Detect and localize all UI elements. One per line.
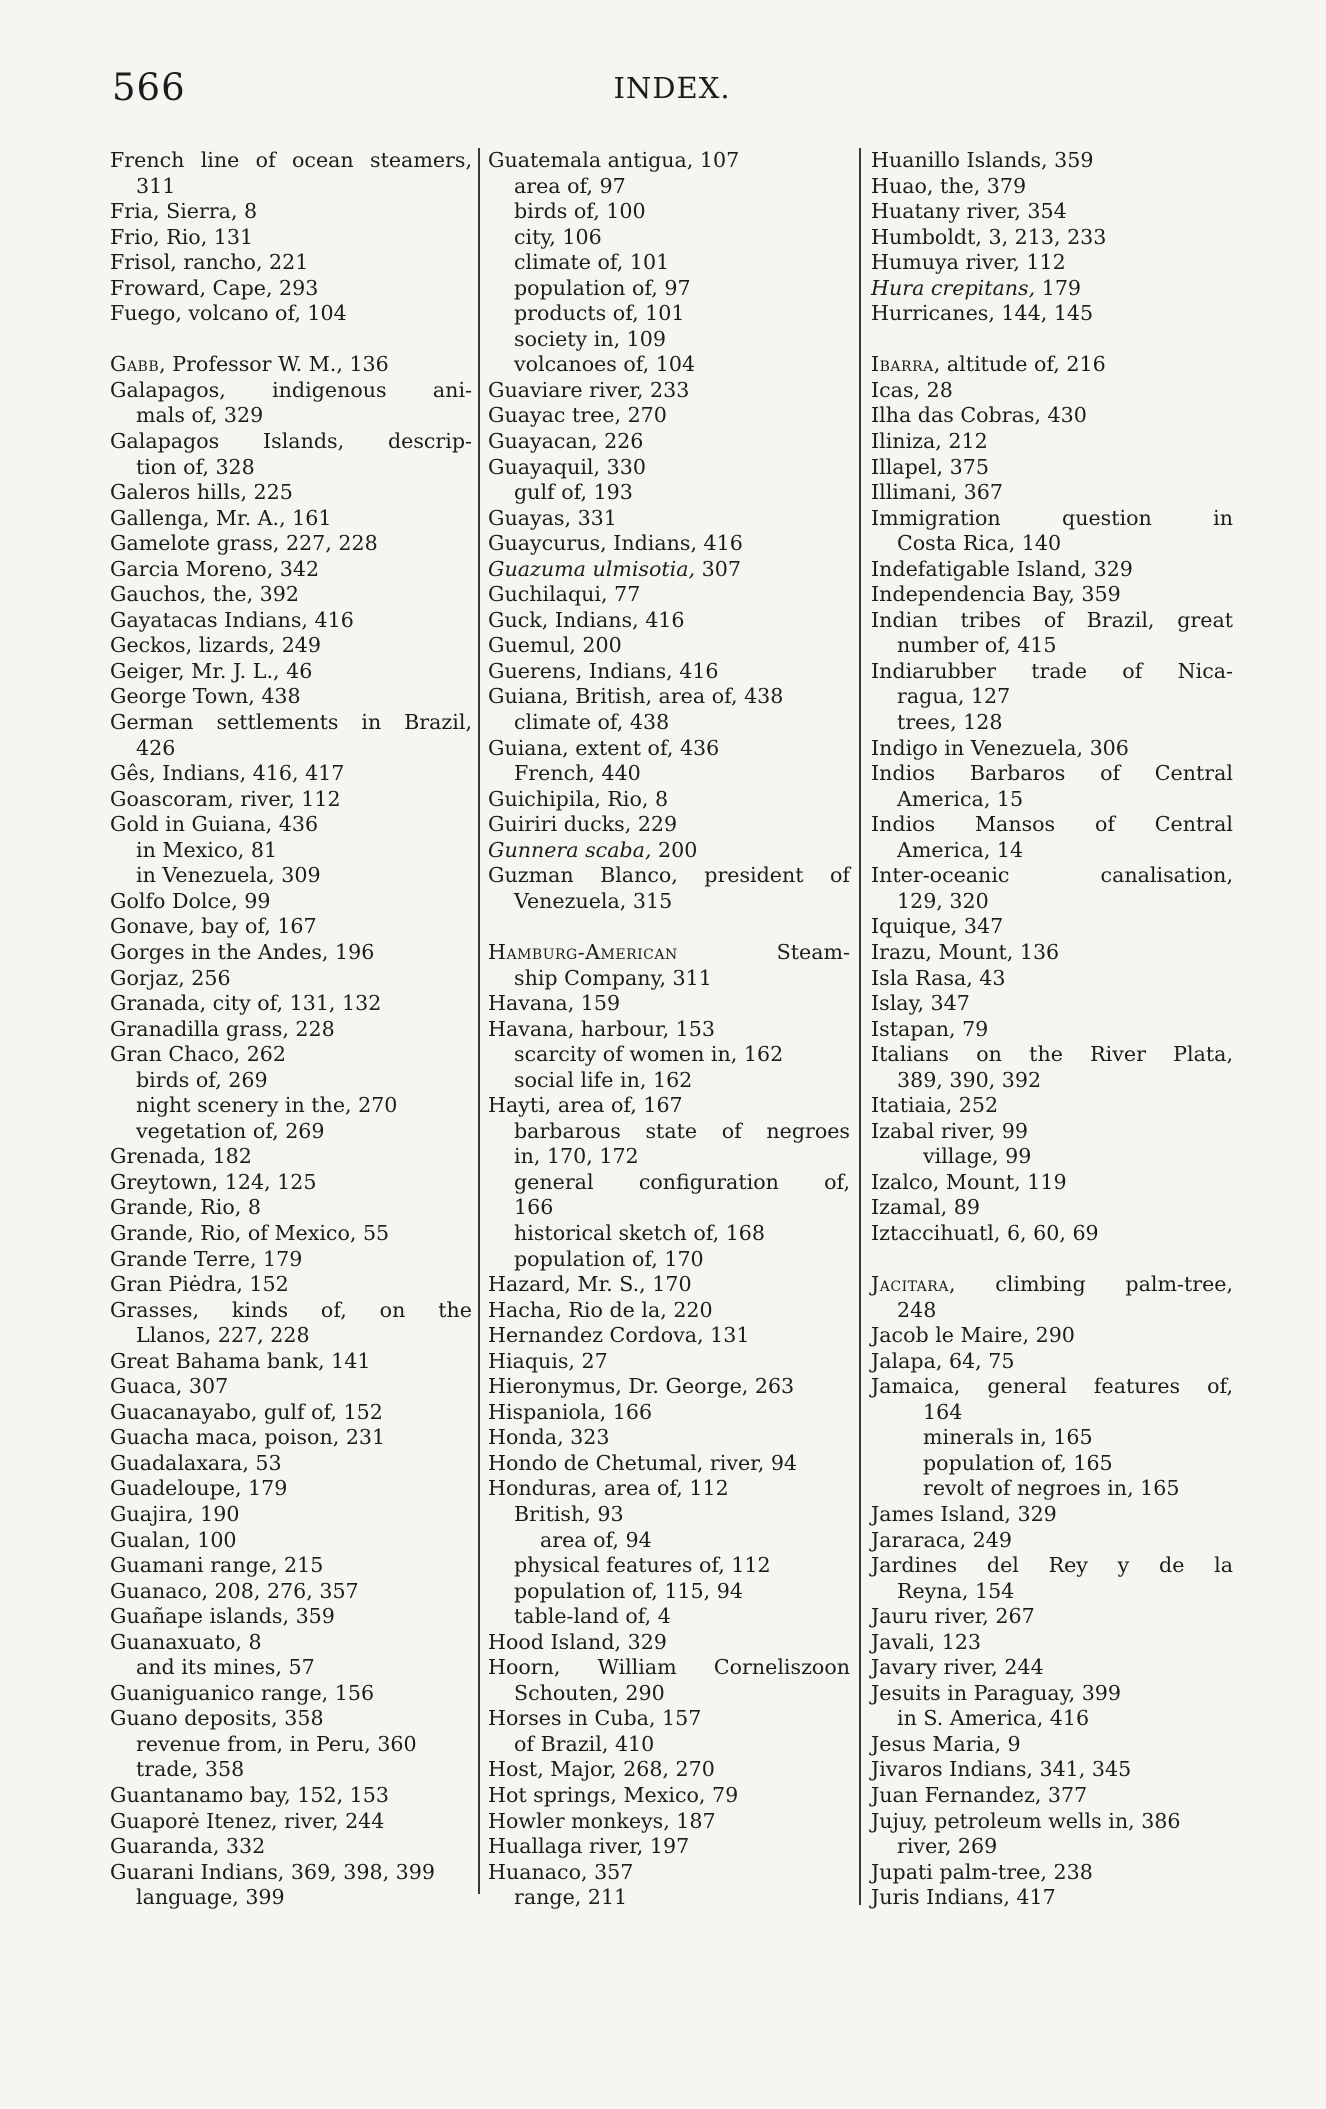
index-subentry: physical features of, 112 [514,1553,771,1578]
index-subentry: birds of, 269 [136,1067,268,1092]
index-entry: Juan Fernandez, 377 [871,1783,1088,1807]
index-entry: Jararaca, 249 [871,1527,1012,1552]
index-entry: Guaporė Itenez, river, 244 [110,1808,385,1833]
index-entry: Guazuma ulmisotia, 307 [488,556,741,581]
index-subentry: 248 [897,1297,937,1322]
index-entry: Geiger, Mr. J. L., 46 [110,658,313,683]
page-title: INDEX. [613,71,731,105]
index-entry: Fuego, volcano of, 104 [110,301,347,326]
index-entry: Granadilla grass, 228 [110,1016,335,1041]
index-entry: Guacha maca, poison, 231 [110,1425,386,1450]
index-entry: Isla Rasa, 43 [871,965,1006,990]
index-entry: Grande Terre, 179 [110,1246,303,1271]
index-subentry: society in, 109 [514,326,666,351]
entry-heading-smallcaps: Hamburg-American [488,939,678,964]
index-entry: Izamal, 89 [871,1195,980,1220]
index-subentry: population of, 165 [923,1450,1113,1475]
index-subentry: historical sketch of, 168 [514,1220,766,1245]
index-subentry: 389, 390, 392 [897,1067,1042,1092]
index-subentry: ragua, 127 [897,684,1011,709]
index-entry: Iliniza, 212 [871,429,988,454]
letter-group-spacer [488,914,850,940]
index-entry: Havana, 159 [488,991,621,1016]
index-entry: Guiana, extent of, 436 [488,735,720,760]
index-entry: Guemul, 200 [488,633,622,658]
index-entry: Guayaquil, 330 [488,454,646,479]
index-entry: Guayacan, 226 [488,429,644,454]
index-subentry: trees, 128 [897,710,1003,735]
index-entry: Huallaga river, 197 [488,1834,690,1859]
index-subentry: ship Company, 311 [514,965,712,990]
index-entry: Hispaniola, 166 [488,1399,653,1424]
index-entry: Indios Mansos of Central [871,812,1233,837]
index-subentry: population of, 170 [514,1246,704,1271]
index-subentry: climate of, 101 [514,250,670,275]
index-subentry: of Brazil, 410 [514,1731,655,1756]
index-entry: Irazu, Mount, 136 [871,939,1060,964]
index-subentry: village, 99 [923,1144,1032,1169]
entry-heading-italic: Hura crepitans, [871,275,1036,300]
index-subentry: language, 399 [136,1885,285,1910]
index-entry: Islay, 347 [871,991,970,1016]
index-column-1 [110,148,472,1911]
index-subentry: Llanos, 227, 228 [136,1323,310,1348]
index-entry: Guiana, British, area of, 438 [488,684,784,709]
index-entry: Jupati palm-tree, 238 [871,1859,1093,1884]
index-entry: Itatiaia, 252 [871,1093,999,1118]
index-entry: Icas, 28 [871,377,953,402]
index-entry: Great Bahama bank, 141 [110,1348,371,1373]
index-entry: Honduras, area of, 112 [488,1476,729,1501]
index-subentry: trade, 358 [136,1757,245,1782]
index-entry: Jacob le Maire, 290 [871,1323,1075,1348]
index-entry: Gauchos, the, 392 [110,582,299,607]
index-entry: Gran Piėdra, 152 [110,1272,289,1297]
letter-group-spacer [110,327,472,353]
index-entry: Hura crepitans, 179 [871,275,1082,300]
index-subentry: mals of, 329 [136,403,264,428]
index-subentry: in, 170, 172 [514,1144,639,1169]
index-entry: Guamani range, 215 [110,1553,324,1578]
index-entry: Huatany river, 354 [871,199,1067,224]
index-subentry: night scenery in the, 270 [136,1093,398,1118]
index-entry: Grasses, kinds of, on the [110,1297,472,1322]
index-entry: Guayac tree, 270 [488,403,667,428]
index-subentry: range, 211 [514,1885,628,1910]
index-subentry: minerals in, 165 [923,1425,1093,1450]
index-subentry: scarcity of women in, 162 [514,1042,784,1067]
index-entry: Gorges in the Andes, 196 [110,939,375,964]
index-subentry: in Mexico, 81 [136,837,278,862]
index-subentry: in Venezuela, 309 [136,863,321,888]
index-entry: Honda, 323 [488,1425,610,1450]
index-entry: Gunnera scaba, 200 [488,837,698,862]
index-entry: Jalapa, 64, 75 [871,1348,1015,1373]
index-entry: Hoorn, William Corneliszoon [488,1655,850,1680]
index-entry: Guerens, Indians, 416 [488,658,719,683]
index-entry: Guck, Indians, 416 [488,607,685,632]
index-entry: Izabal river, 99 [871,1118,1028,1143]
entry-heading-smallcaps: Ibarra [871,352,934,377]
index-entry: Guaviare river, 233 [488,377,690,402]
index-entry: Froward, Cape, 293 [110,275,319,300]
index-entry: Independencia Bay, 359 [871,582,1121,607]
index-subentry: general configuration of, [514,1169,850,1194]
index-entry: James Island, 329 [871,1501,1057,1526]
index-subentry: city, 106 [514,224,602,249]
index-entry: Frisol, rancho, 221 [110,250,309,275]
index-entry: Hondo de Chetumal, river, 94 [488,1450,798,1475]
index-entry: Jardines del Rey y de la [871,1553,1233,1578]
index-entry: Guchilaqui, 77 [488,582,641,607]
letter-group-spacer [871,1247,1233,1273]
index-entry: Goascoram, river, 112 [110,786,341,811]
index-entry: Hacha, Rio de la, 220 [488,1297,713,1322]
column-divider-2 [859,148,861,1905]
index-entry: Frio, Rio, 131 [110,224,254,249]
index-entry: Howler monkeys, 187 [488,1808,716,1833]
index-entry: Huao, the, 379 [871,173,1027,198]
index-entry: Galapagos Islands, descrip- [110,429,472,454]
index-subentry: and its mines, 57 [136,1655,315,1680]
index-entry: Havana, harbour, 153 [488,1016,715,1041]
index-subentry: Reyna, 154 [897,1578,1015,1603]
index-entry: Grande, Rio, 8 [110,1195,261,1220]
index-subentry: population of, 115, 94 [514,1578,743,1603]
index-entry: Jauru river, 267 [871,1604,1035,1629]
index-entry: Indiarubber trade of Nica- [871,658,1233,683]
index-entry: Hazard, Mr. S., 170 [488,1272,692,1297]
index-entry: Guadalaxara, 53 [110,1450,282,1475]
index-entry: Guaranda, 332 [110,1834,266,1859]
index-entry: Guayas, 331 [488,505,617,530]
index-entry: Javali, 123 [871,1629,982,1654]
index-entry: Guadeloupe, 179 [110,1476,288,1501]
index-entry: Gabb, Professor W. M., 136 [110,352,389,377]
index-entry: Ibarra, altitude of, 216 [871,352,1106,377]
letter-group-spacer [871,327,1233,353]
index-entry: Fria, Sierra, 8 [110,199,258,224]
index-entry: Host, Major, 268, 270 [488,1757,715,1782]
index-entry: Indefatigable Island, 329 [871,556,1133,581]
index-entry: Guatemala antigua, 107 [488,148,740,172]
entry-heading-smallcaps: Jacitara [871,1272,949,1297]
index-entry: Humboldt, 3, 213, 233 [871,224,1107,249]
index-subentry: vegetation of, 269 [136,1118,325,1143]
index-entry: Granada, city of, 131, 132 [110,991,382,1016]
index-entry: George Town, 438 [110,684,301,709]
index-entry: Illimani, 367 [871,480,1003,505]
index-subentry: 164 [923,1399,963,1424]
index-subentry: Costa Rica, 140 [897,531,1062,556]
index-entry: Gold in Guiana, 436 [110,812,319,837]
index-subentry: 166 [514,1195,554,1220]
index-entry: Jujuy, petroleum wells in, 386 [871,1808,1181,1833]
index-entry: Hot springs, Mexico, 79 [488,1783,739,1807]
entry-heading-smallcaps: Gabb [110,352,160,377]
index-entry: Istapan, 79 [871,1016,989,1041]
index-entry: Guarani Indians, 369, 398, 399 [110,1859,435,1884]
index-entry: Gonave, bay of, 167 [110,914,317,939]
index-entry: Guichipila, Rio, 8 [488,786,669,811]
index-entry: Gayatacas Indians, 416 [110,607,354,632]
index-entry: Gallenga, Mr. A., 161 [110,505,332,530]
index-subentry: America, 14 [897,837,1024,862]
index-entry: Indios Barbaros of Central [871,761,1233,786]
index-entry: Guiriri ducks, 229 [488,812,678,837]
index-entry: Guantanamo bay, 152, 153 [110,1783,389,1807]
index-subentry: birds of, 100 [514,199,646,224]
index-subentry: British, 93 [514,1501,624,1526]
index-subentry: gulf of, 193 [514,480,633,505]
index-entry: Gualan, 100 [110,1527,237,1552]
index-entry: Hiaquis, 27 [488,1348,608,1373]
index-entry: Hernandez Cordova, 131 [488,1323,750,1348]
index-subentry: population of, 97 [514,275,691,300]
index-subentry: table-land of, 4 [514,1604,671,1629]
index-subentry: America, 15 [897,786,1024,811]
index-entry: Huanaco, 357 [488,1859,634,1884]
index-entry: Galeros hills, 225 [110,480,293,505]
index-entry: Illapel, 375 [871,454,989,479]
index-entry: Jamaica, general features of, [871,1374,1233,1399]
index-subentry: Schouten, 290 [514,1680,665,1705]
column-divider-1 [478,148,480,1894]
index-entry: Hurricanes, 144, 145 [871,301,1094,326]
index-subentry: 426 [136,735,176,760]
index-entry: Izalco, Mount, 119 [871,1169,1067,1194]
index-subentry: tion of, 328 [136,454,255,479]
index-subentry: Venezuela, 315 [514,888,673,913]
index-entry: Hieronymus, Dr. George, 263 [488,1374,795,1399]
index-entry: Galapagos, indigenous ani- [110,377,472,402]
index-entry: Indigo in Venezuela, 306 [871,735,1129,760]
index-entry: Horses in Cuba, 157 [488,1706,702,1731]
index-entry: Gorjaz, 256 [110,965,231,990]
index-entry: Iquique, 347 [871,914,1004,939]
index-entry: Guanaxuato, 8 [110,1629,262,1654]
index-entry: Grenada, 182 [110,1144,252,1169]
index-subentry: volcanoes of, 104 [514,352,696,377]
index-entry: Huanillo Islands, 359 [871,148,1094,172]
index-entry: Jivaros Indians, 341, 345 [871,1757,1132,1782]
index-subentry: area of, 94 [540,1527,652,1552]
index-subentry: number of, 415 [897,633,1057,658]
index-subentry: 129, 320 [897,888,989,913]
page-header [112,66,1232,110]
index-entry: Guaca, 307 [110,1374,229,1399]
index-entry: Gran Chaco, 262 [110,1042,287,1067]
index-entry: Guano deposits, 358 [110,1706,324,1731]
index-entry: Javary river, 244 [871,1655,1044,1680]
index-subentry: barbarous state of negroes [514,1118,850,1143]
index-subentry: products of, 101 [514,301,685,326]
index-entry: Guaniguanico range, 156 [110,1680,375,1705]
index-subentry: river, 269 [897,1834,998,1859]
index-entry: Guajira, 190 [110,1501,240,1526]
index-entry: Jesuits in Paraguay, 399 [871,1680,1121,1705]
index-entry: Hood Island, 329 [488,1629,667,1654]
index-entry: Gamelote grass, 227, 228 [110,531,378,556]
index-subentry: French, 440 [514,761,641,786]
index-entry: Jacitara, climbing palm-tree, [871,1272,1233,1297]
index-subentry: in S. America, 416 [897,1706,1090,1731]
index-entry: Guacanayabo, gulf of, 152 [110,1399,383,1424]
entry-heading-italic: Guazuma ulmisotia, [488,556,696,581]
index-entry: Guañape islands, 359 [110,1604,335,1629]
index-column-3 [871,148,1233,1911]
index-subentry: 311 [136,173,176,198]
index-entry: Ilha das Cobras, 430 [871,403,1087,428]
index-entry: Hayti, area of, 167 [488,1093,683,1118]
index-entry: Guanaco, 208, 276, 357 [110,1578,359,1603]
page-number: 566 [112,66,186,109]
index-entry: Garcia Moreno, 342 [110,556,320,581]
index-entry: Hamburg-American Steam- [488,939,850,964]
index-entry: German settlements in Brazil, [110,710,472,735]
index-subentry: revenue from, in Peru, 360 [136,1731,417,1756]
index-entry: Golfo Dolce, 99 [110,888,271,913]
index-entry: Jesus Maria, 9 [871,1731,1021,1756]
entry-heading-italic: Gunnera scaba, [488,837,652,862]
index-entry: Gês, Indians, 416, 417 [110,761,345,786]
index-entry: Grande, Rio, of Mexico, 55 [110,1220,390,1245]
index-subentry: social life in, 162 [514,1067,693,1092]
index-entry: Iztaccihuatl, 6, 60, 69 [871,1220,1099,1245]
index-entry: Guzman Blanco, president of [488,863,850,888]
index-entry: Guaycurus, Indians, 416 [488,531,743,556]
index-column-2 [488,148,850,1911]
index-entry: Indian tribes of Brazil, great [871,607,1233,632]
index-entry: Inter-oceanic canalisation, [871,863,1233,888]
index-entry: Immigration question in [871,505,1233,530]
index-entry: French line of ocean steamers, [110,148,472,172]
index-entry: Italians on the River Plata, [871,1042,1233,1067]
index-subentry: area of, 97 [514,173,626,198]
index-entry: Humuya river, 112 [871,250,1066,275]
index-subentry: revolt of negroes in, 165 [923,1476,1180,1501]
index-subentry: climate of, 438 [514,710,670,735]
index-entry: Juris Indians, 417 [871,1885,1056,1910]
index-entry: Geckos, lizards, 249 [110,633,322,658]
index-entry: Greytown, 124, 125 [110,1169,317,1194]
